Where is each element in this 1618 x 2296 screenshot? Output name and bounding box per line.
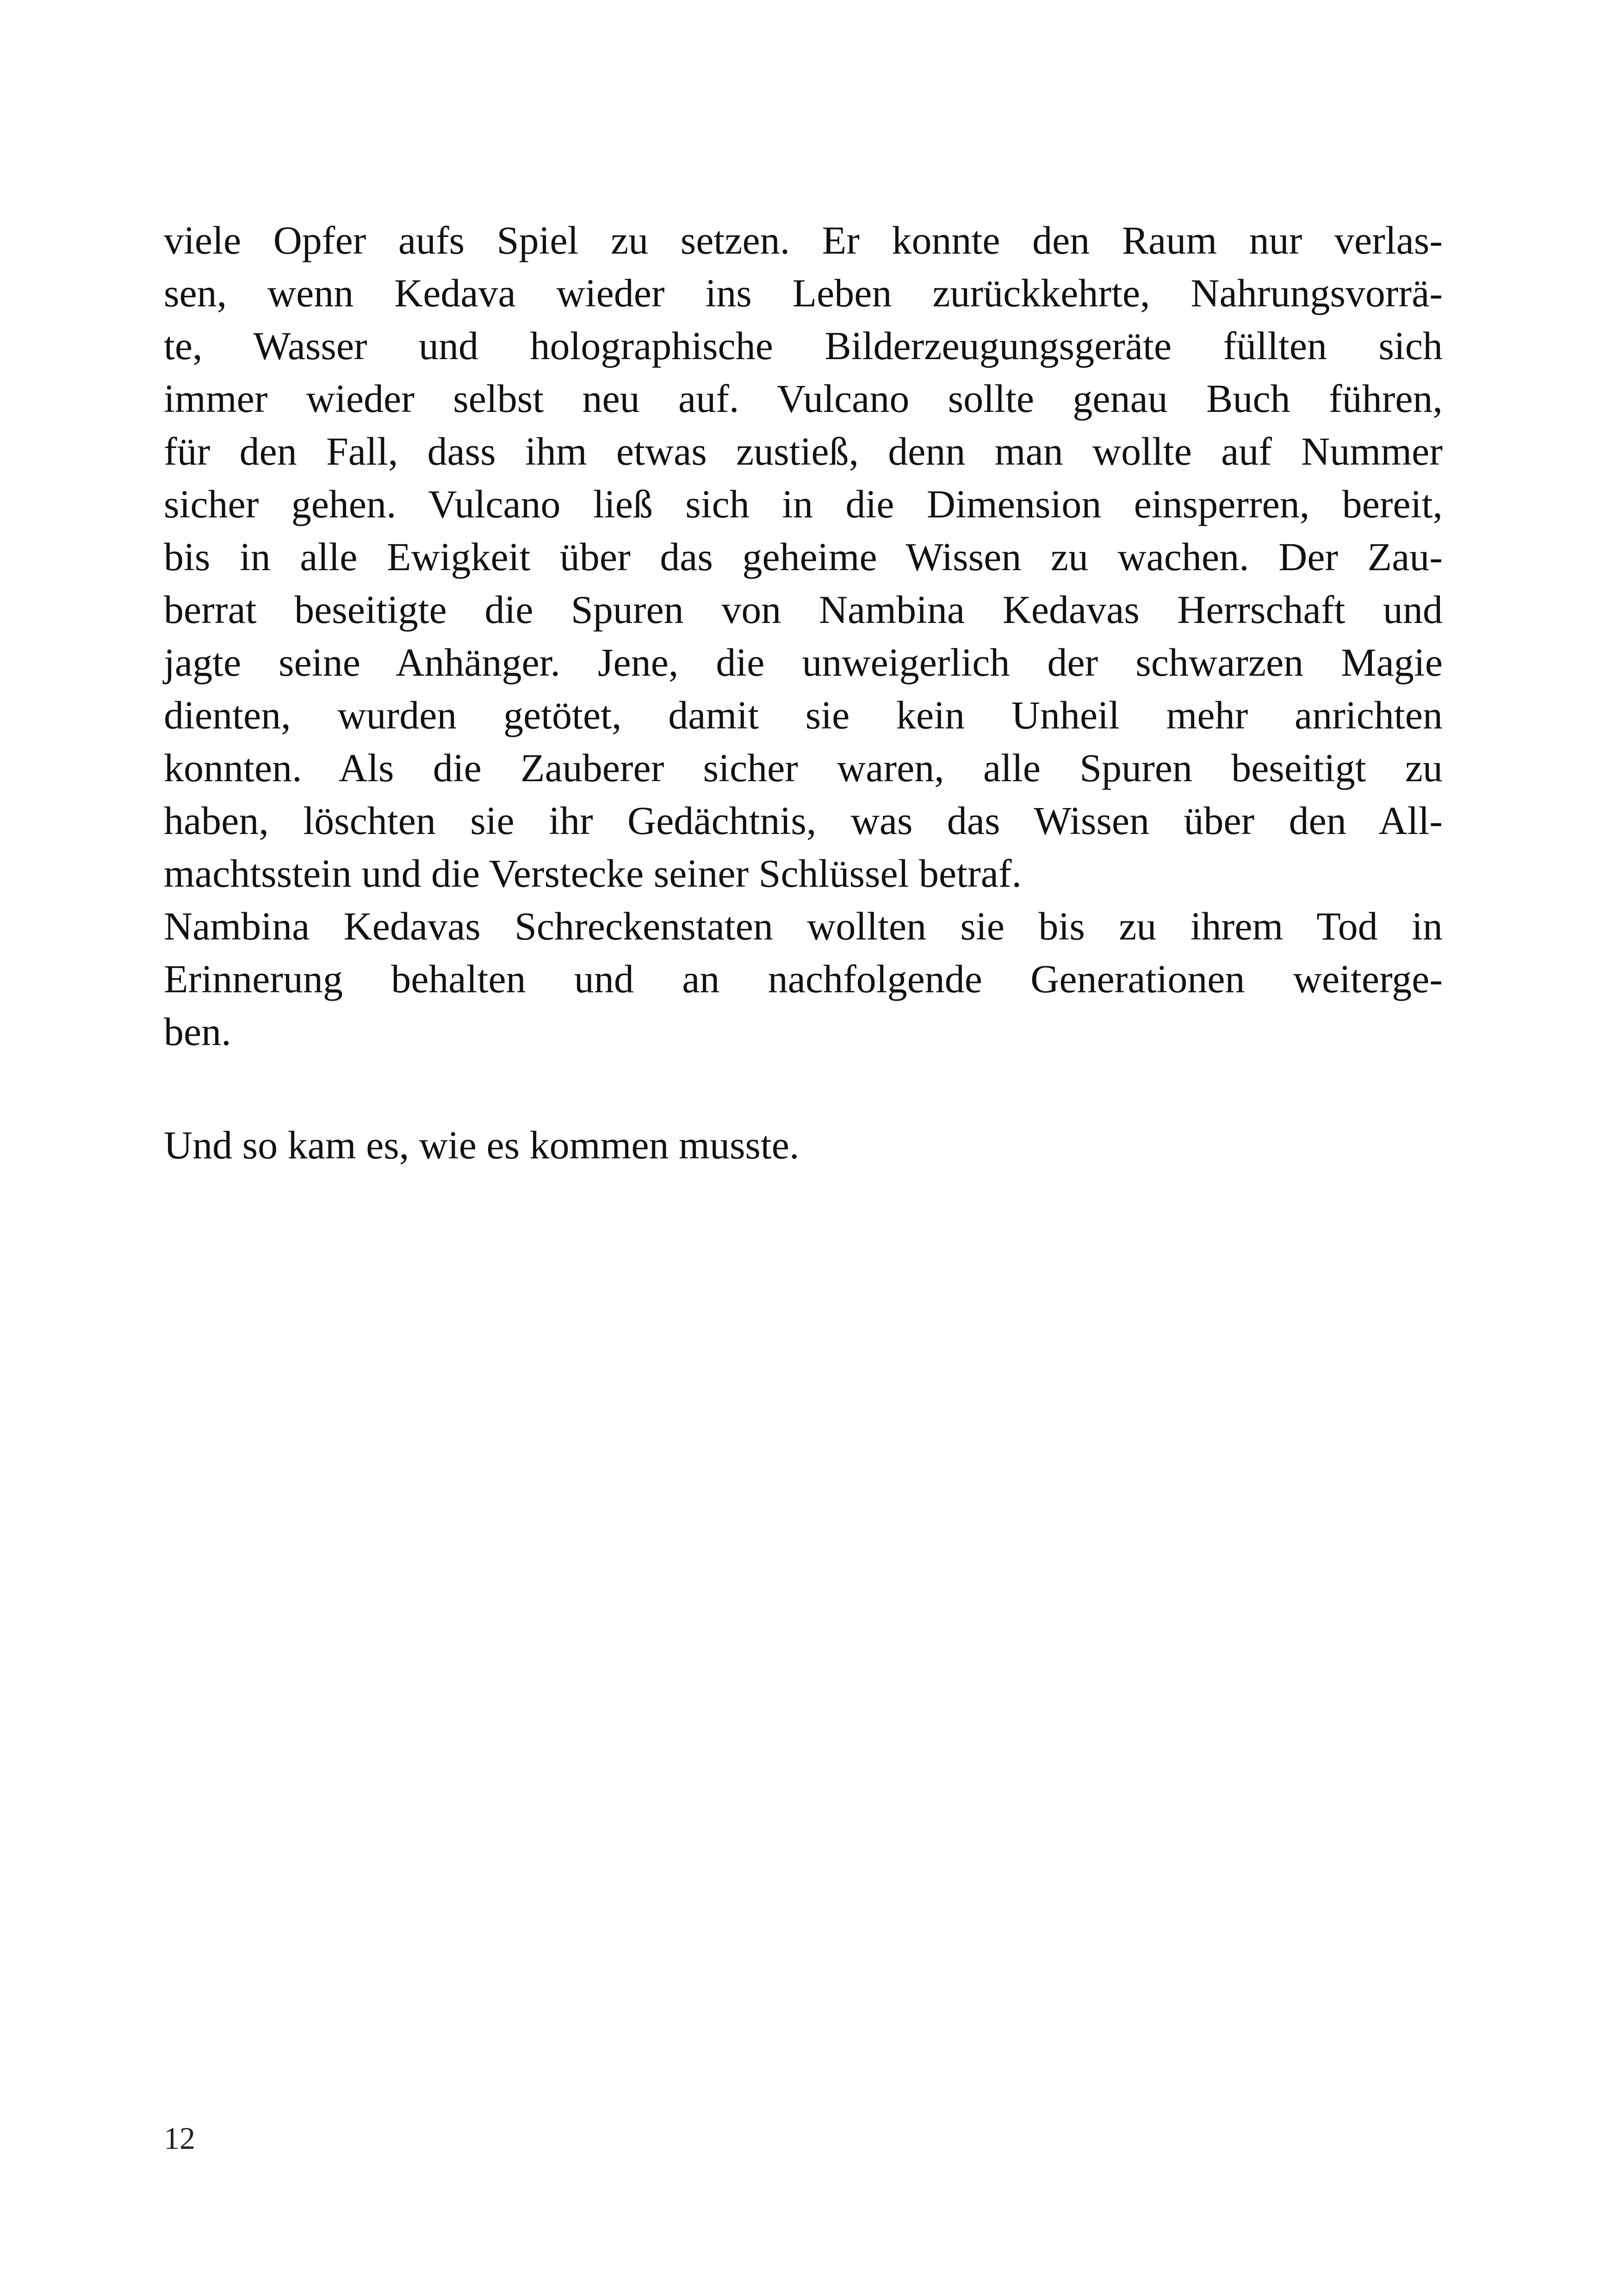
text-line: te, Wasser und holographische Bilderzeugungsgeräte füllten sich: [164, 324, 1443, 368]
text-line: dienten, wurden getötet, damit sie kein Unheil mehr anrichten: [164, 693, 1443, 737]
text-line: jagte seine Anhänger. Jene, die unweigerlich der schwarzen Magie: [164, 640, 1443, 684]
text-line: bis in alle Ewigkeit über das geheime Wissen zu wachen. Der Zau-: [164, 535, 1443, 579]
text-line: Nambina Kedavas Schreckenstaten wollten sie bis zu ihrem Tod in: [164, 904, 1443, 948]
body-text: [164, 214, 1443, 1058]
text-line: sen, wenn Kedava wieder ins Leben zurückkehrte, Nahrungsvorrä-: [164, 271, 1443, 315]
text-line: sicher gehen. Vulcano ließ sich in die Dimension einsperren, bereit,: [164, 482, 1443, 526]
text-line: ben.: [164, 1009, 231, 1054]
text-line: immer wieder selbst neu auf. Vulcano sollte genau Buch führen,: [164, 376, 1443, 421]
text-line: berrat beseitigte die Spuren von Nambina Kedavas Herrschaft und: [164, 587, 1443, 632]
text-line: für den Fall, dass ihm etwas zustieß, denn man wollte auf Nummer: [164, 429, 1443, 473]
text-line: haben, löschten sie ihr Gedächtnis, was das Wissen über den All-: [164, 798, 1443, 843]
text-line: machtsstein und die Verstecke seiner Schlüssel betraf.: [164, 851, 1022, 896]
text-line: konnten. Als die Zauberer sicher waren, alle Spuren beseitigt zu: [164, 746, 1443, 790]
page-number: 12: [164, 2121, 195, 2156]
text-line: viele Opfer aufs Spiel zu setzen. Er konnte den Raum nur verlas-: [164, 218, 1443, 262]
closing-line: Und so kam es, wie es kommen musste.: [164, 1123, 800, 1167]
text-line: Erinnerung behalten und an nachfolgende Generationen weiterge-: [164, 957, 1443, 1001]
